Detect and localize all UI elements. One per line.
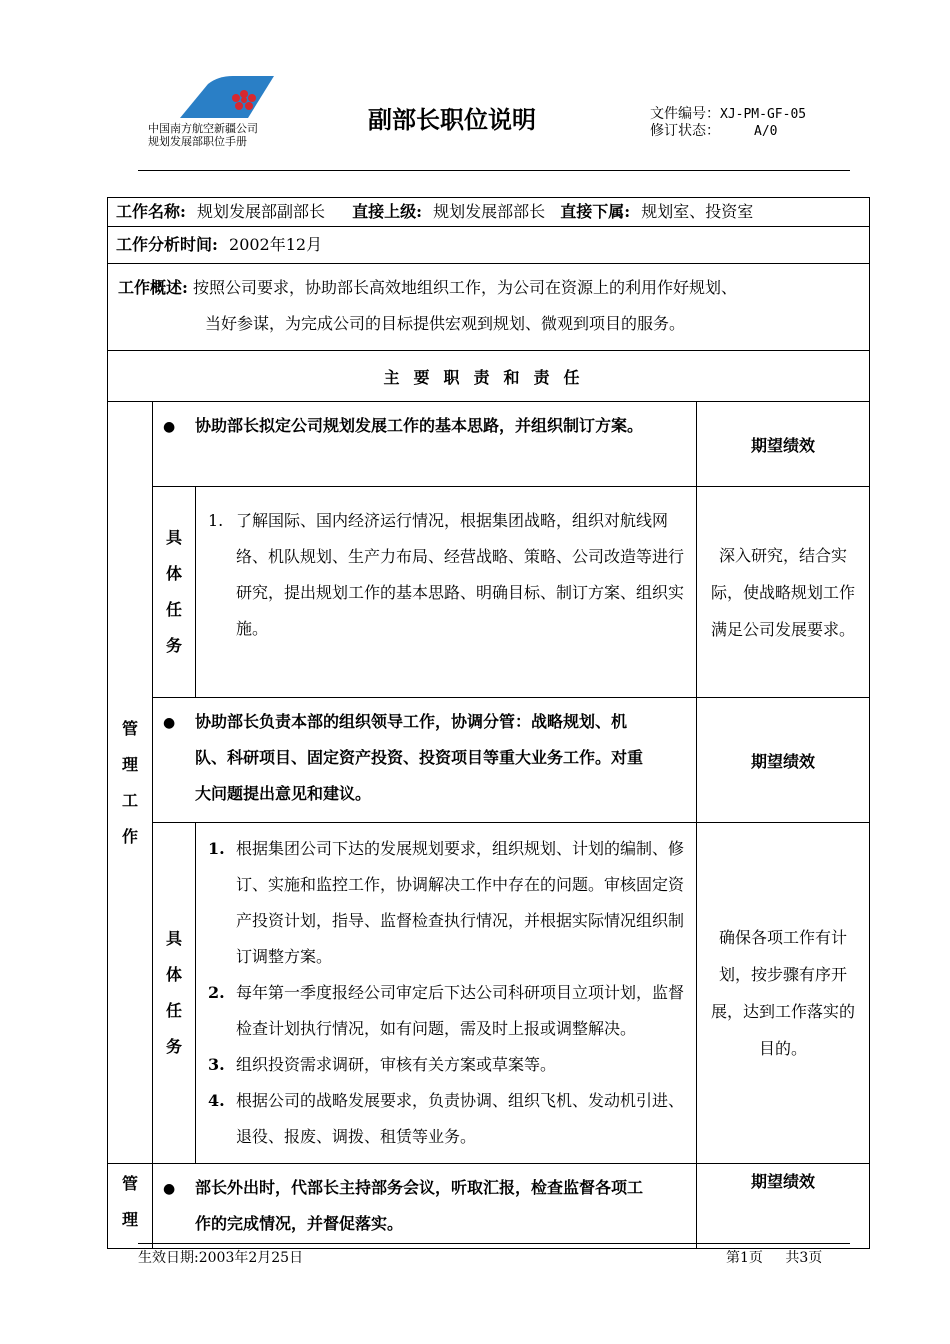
bullet-icon: ● bbox=[163, 1181, 176, 1197]
subordinate-label: 直接下属: bbox=[560, 202, 631, 221]
page-title: 副部长职位说明 bbox=[368, 106, 536, 134]
task-text: 组织投资需求调研，审核有关方案或草案等。 bbox=[236, 1055, 557, 1074]
task-number: 3. bbox=[208, 1055, 225, 1074]
manual-name: 规划发展部职位手册 bbox=[148, 135, 247, 148]
duty-3-text: 部长外出时，代部长主持部务会议，听取汇报，检查监督各项工作的完成情况，并督促落实。 bbox=[195, 1178, 644, 1233]
job-name-value: 规划发展部副部长 bbox=[197, 202, 326, 221]
revision-label: 修订状态： bbox=[650, 123, 720, 139]
analysis-time-value: 2002年12月 bbox=[229, 235, 323, 254]
expect-2: 确保各项工作有计划，按步骤有序开展，达到工作落实的目的。 bbox=[697, 823, 870, 1164]
task-label-2: 具 体 任 务 bbox=[153, 823, 196, 1164]
superior-label: 直接上级: bbox=[352, 202, 423, 221]
task-number: 1. bbox=[208, 839, 225, 858]
section-header-row bbox=[108, 351, 870, 402]
expect-header-2: 期望绩效 bbox=[697, 698, 870, 823]
duty-2-text: 协助部长负责本部的组织领导工作，协调分管：战略规划、机队、科研项目、固定资产投资、投资项目等重大业务工作。对重大问题提出意见和建议。 bbox=[195, 712, 644, 803]
task-text: 了解国际、国内经济运行情况，根据集团战略，组织对航线网络、机队规划、生产力布局、经营战略、策略、公司改造等进行研究，提出规划工作的基本思路、明确目标、制订方案、组织实施。 bbox=[236, 511, 685, 638]
page-total: 共3页 bbox=[785, 1250, 823, 1266]
kapok-flower-logo-icon bbox=[178, 76, 278, 118]
doc-info bbox=[650, 106, 806, 140]
category-management: 管 理 工 作 bbox=[108, 402, 153, 1164]
analysis-time-label: 工作分析时间: bbox=[116, 235, 218, 254]
task-number: 1. bbox=[208, 511, 224, 530]
effective-date: 生效日期:2003年2月25日 bbox=[138, 1250, 304, 1266]
task-item bbox=[202, 1047, 686, 1083]
task-text: 每年第一季度报经公司审定后下达公司科研项目立项计划，监督检查计划执行情况，如有问题，需及时上报或调整解决。 bbox=[236, 983, 685, 1038]
task-text: 根据公司的战略发展要求，负责协调、组织飞机、发动机引进、退役、报废、调拨、租赁等业务。 bbox=[236, 1091, 685, 1146]
expect-header-1: 期望绩效 bbox=[697, 402, 870, 487]
duty-1-row bbox=[108, 402, 870, 487]
job-description-table bbox=[107, 197, 870, 1249]
expect-1: 深入研究，结合实际，使战略规划工作满足公司发展要求。 bbox=[697, 487, 870, 698]
subordinate-value: 规划室、投资室 bbox=[641, 202, 754, 221]
expect-header-3: 期望绩效 bbox=[697, 1164, 870, 1249]
analysis-time-row bbox=[108, 227, 870, 264]
revision-value: A/0 bbox=[754, 124, 778, 139]
superior-value: 规划发展部部长 bbox=[433, 202, 546, 221]
task-item bbox=[202, 831, 686, 975]
overview-line-2: 当好参谋，为完成公司的目标提供宏观到规划、微观到项目的服务。 bbox=[205, 314, 686, 333]
header-divider bbox=[138, 170, 850, 171]
task-text: 根据集团公司下达的发展规划要求，组织规划、计划的编制、修订、实施和监控工作，协调解决工作中存在的问题。审核固定资产投资计划，指导、监督检查执行情况，并根据实际情况组织制订调整方案。 bbox=[236, 839, 685, 966]
task-number: 2. bbox=[208, 983, 225, 1002]
task-item bbox=[202, 503, 686, 647]
task-label-1: 具 体 任 务 bbox=[153, 487, 196, 698]
bullet-icon: ● bbox=[163, 715, 176, 731]
company-logo bbox=[148, 76, 288, 151]
overview-row bbox=[108, 264, 870, 351]
company-name: 中国南方航空新疆公司 bbox=[148, 122, 258, 135]
section-title: 主要职责和责任 bbox=[108, 351, 870, 402]
job-name-label: 工作名称: bbox=[116, 202, 186, 221]
duty-2-row bbox=[108, 698, 870, 823]
footer-divider bbox=[138, 1243, 850, 1244]
bullet-icon: ● bbox=[163, 419, 176, 435]
overview-label: 工作概述: bbox=[118, 278, 188, 297]
task-item bbox=[202, 975, 686, 1047]
category-management-2: 管 理 bbox=[108, 1164, 153, 1249]
task-number: 4. bbox=[208, 1091, 225, 1110]
overview-line-1: 按照公司要求，协助部长高效地组织工作，为公司在资源上的利用作好规划、 bbox=[193, 278, 738, 297]
duty-1-text: 协助部长拟定公司规划发展工作的基本思路，并组织制订方案。 bbox=[195, 416, 644, 435]
duty-1-tasks-row bbox=[108, 487, 870, 698]
task-item bbox=[202, 1083, 686, 1155]
duty-3-row bbox=[108, 1164, 870, 1249]
job-name-row bbox=[108, 198, 870, 227]
duty-2-tasks-row bbox=[108, 823, 870, 1164]
page-number bbox=[726, 1247, 822, 1267]
doc-no-value: XJ-PM-GF-05 bbox=[720, 107, 807, 122]
page-current: 第1页 bbox=[726, 1250, 763, 1266]
doc-no-label: 文件编号： bbox=[650, 106, 720, 122]
